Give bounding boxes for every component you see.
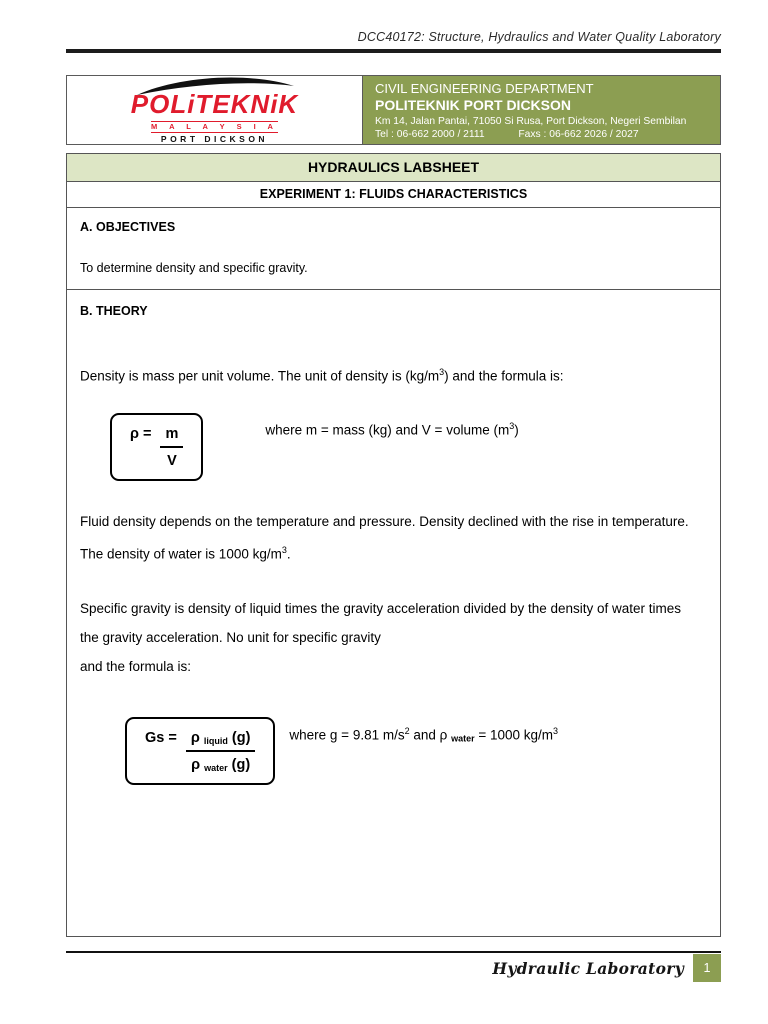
gs-den-unit: (g) xyxy=(227,757,251,773)
f2-where-mid: and ρ xyxy=(409,727,452,743)
p1-superscript: 3 xyxy=(439,367,445,377)
gs-fraction xyxy=(186,730,256,773)
course-title: DCC40172: Structure, Hydraulics and Water Quality Laboratory xyxy=(357,30,721,44)
tel-value: 06-662 2000 / 2111 xyxy=(396,129,485,140)
gs-num-subscript: liquid xyxy=(203,736,228,746)
experiment-title: EXPERIMENT 1: FLUIDS CHARACTERISTICS xyxy=(259,187,528,201)
gs-den-rho: ρ xyxy=(191,757,201,773)
p2-superscript: 3 xyxy=(281,544,287,555)
logo-wordmark: POLiTEKNiK xyxy=(130,89,299,120)
labsheet-title: HYDRAULICS LABSHEET xyxy=(307,159,480,175)
f2-where-mid-2: = 1000 kg/m xyxy=(474,727,554,743)
f1-where-superscript: 3 xyxy=(509,420,515,431)
density-formula-row xyxy=(110,413,707,481)
department-cell xyxy=(363,76,720,144)
f2-where-superscript-1: 2 xyxy=(404,726,410,736)
institution-name: POLITEKNIK PORT DICKSON xyxy=(375,97,572,113)
labsheet-banner xyxy=(66,153,721,182)
address-line: Km 14, Jalan Pantai, 71050 Si Rusa, Port Dickson, Negeri Sembilan xyxy=(375,116,687,127)
p3-line-2: and the formula is: xyxy=(80,659,192,674)
tel-label: Tel : xyxy=(375,129,394,140)
theory-section xyxy=(66,289,721,937)
fax-value: 06-662 2026 / 2027 xyxy=(549,129,639,140)
logo-cell xyxy=(67,76,363,144)
f2-where-subscript: water xyxy=(451,733,475,744)
f1-where-text-end: ) xyxy=(514,422,519,437)
gs-den-subscript: water xyxy=(204,763,228,773)
gs-formula-lhs: Gs = xyxy=(145,730,177,746)
objectives-body: To determine density and specific gravity. xyxy=(80,261,308,275)
logo-port-dickson-text: PORT DICKSON xyxy=(160,134,269,145)
theory-paragraph-2 xyxy=(80,507,702,569)
gs-where-note xyxy=(289,726,558,744)
objectives-section xyxy=(66,207,721,290)
density-where-note xyxy=(265,421,518,438)
density-fraction xyxy=(160,426,183,469)
p1-text: Density is mass per unit volume. The unit of density is (kg/m xyxy=(80,368,440,384)
theory-paragraph-3 xyxy=(80,594,702,681)
f1-where-text: where m = mass (kg) and V = volume (m xyxy=(265,422,510,437)
page-number-badge: 1 xyxy=(693,954,721,982)
p2-text-end: . xyxy=(286,546,291,561)
header-rule xyxy=(66,49,721,53)
f2-where-superscript-2: 3 xyxy=(553,726,559,736)
department-name: CIVIL ENGINEERING DEPARTMENT xyxy=(375,81,594,96)
experiment-title-row xyxy=(66,181,721,208)
p3-line-1: Specific gravity is density of liquid times the gravity acceleration divided by the density of water times the gravity acceleration. No unit for specific gravity xyxy=(80,601,682,645)
logo-malaysia-text: M A L A Y S I A xyxy=(151,122,278,132)
contact-line xyxy=(375,129,710,140)
footer-rule xyxy=(66,951,721,953)
running-header xyxy=(66,30,721,49)
theory-paragraph-1 xyxy=(80,358,702,391)
density-formula-box xyxy=(110,413,203,481)
p2-text: Fluid density depends on the temperature and pressure. Density declined with the rise in temperature. The density of water is 1000 kg/m xyxy=(80,513,689,561)
gs-numerator xyxy=(186,730,256,752)
fax-label: Faxs : xyxy=(518,129,547,140)
p1-text-end: ) and the formula is: xyxy=(444,368,564,384)
gs-num-rho: ρ xyxy=(190,730,200,746)
gs-num-unit: (g) xyxy=(227,730,251,746)
specific-gravity-formula-box xyxy=(125,717,275,785)
footer-content xyxy=(66,954,721,982)
density-denominator: V xyxy=(167,452,177,469)
page-footer xyxy=(66,951,721,982)
footer-lab-name: Hydraulic Laboratory xyxy=(492,959,684,978)
f2-where-text: where g = 9.81 m/s xyxy=(289,727,405,743)
density-formula-lhs: ρ = xyxy=(130,425,152,442)
density-numerator: m xyxy=(160,426,183,448)
objectives-heading: A. OBJECTIVES xyxy=(80,220,176,234)
politeknik-logo xyxy=(131,76,299,144)
specific-gravity-formula-row xyxy=(125,717,707,785)
letterhead xyxy=(66,75,721,145)
gs-denominator xyxy=(191,752,250,773)
theory-heading: B. THEORY xyxy=(80,304,148,318)
